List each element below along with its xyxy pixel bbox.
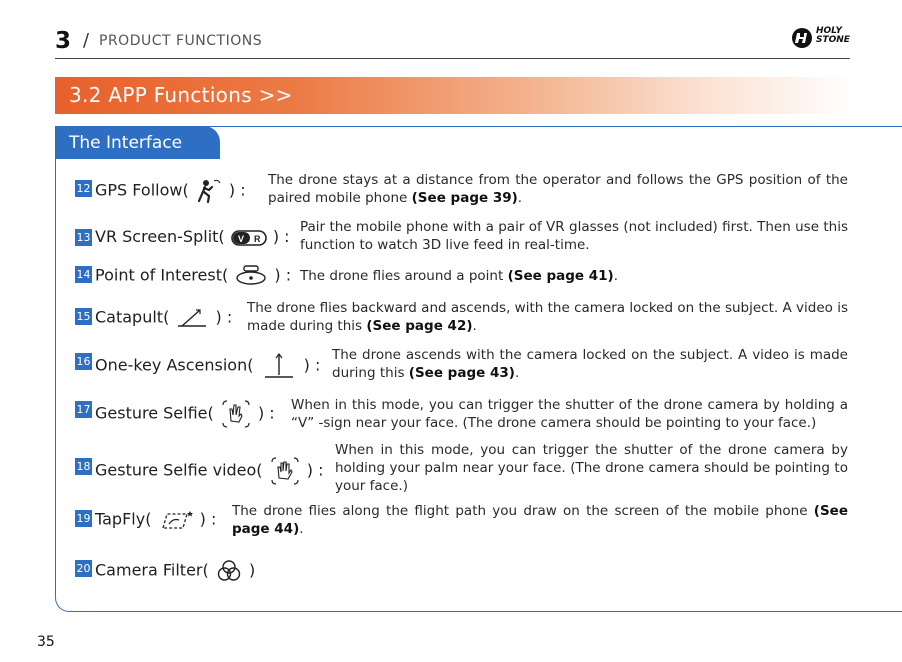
item-number-badge: 13	[76, 231, 91, 244]
item-description: When in this mode, you can trigger the shutter of the drone camera by holding your palm near your face. (The drone camera should be pointing to your face.)	[335, 442, 848, 494]
page-number: 35	[37, 634, 55, 650]
filter-icon	[214, 558, 244, 584]
vr-glasses-icon	[230, 228, 268, 248]
orbit-icon	[233, 264, 269, 288]
chapter-number: 3	[55, 28, 71, 54]
hand-palm-icon	[268, 456, 302, 486]
item-label-camera-filter: Camera Filter( )	[95, 558, 255, 584]
item-label-catapult: Catapult( ) :	[95, 306, 232, 330]
chapter-slash: /	[83, 30, 90, 51]
svg-text:V: V	[237, 233, 244, 244]
tapfly-icon	[157, 508, 195, 532]
item-number-badge: 16	[76, 355, 91, 368]
item-number-badge: 14	[76, 268, 91, 281]
item-description: When in this mode, you can trigger the shutter of the drone camera by holding a “V” -sign near your face. (The drone camera should be pointing to your face.)	[291, 397, 848, 431]
item-number-badge: 20	[76, 562, 91, 575]
item-number-badge: 19	[76, 512, 91, 525]
item-label-gesture-selfie-video: Gesture Selfie video( ) :	[95, 456, 323, 486]
catapult-icon	[174, 306, 210, 330]
page-header	[55, 26, 850, 54]
brand-logo	[790, 26, 850, 52]
item-label-vr-screen-split: VR Screen-Split( V R ) :	[95, 227, 290, 246]
ascension-icon	[259, 351, 299, 381]
item-number-badge: 18	[76, 460, 91, 473]
item-description: The drone flies backward and ascends, with the camera locked on the subject. A video is made during this (See page 42).	[247, 300, 848, 334]
item-description: The drone flies around a point (See page 41).	[300, 268, 619, 284]
item-description: The drone stays at a distance from the operator and follows the GPS position of the paired mobile phone (See page 39).	[268, 172, 848, 206]
item-label-gps-follow: GPS Follow( ) :	[95, 178, 246, 204]
item-number-badge: 12	[76, 182, 91, 195]
holystone-logo-icon	[790, 26, 814, 50]
item-label-one-key-ascension: One-key Ascension( ) :	[95, 351, 320, 381]
tab-title: The Interface	[69, 133, 183, 153]
item-label-tapfly: TapFly( ) :	[95, 508, 216, 532]
svg-text:R: R	[253, 233, 261, 244]
item-label-point-of-interest: Point of Interest( ) :	[95, 264, 291, 288]
item-description: Pair the mobile phone with a pair of VR glasses (not included) first. Then use this function to watch 3D live feed in real-time.	[300, 219, 848, 253]
item-number-badge: 17	[76, 403, 91, 416]
item-description: The drone flies along the flight path you draw on the screen of the mobile phone (See page 44).	[232, 503, 848, 537]
section-banner	[55, 77, 855, 114]
chapter-title: PRODUCT FUNCTIONS	[99, 33, 263, 49]
interface-tab	[55, 126, 220, 159]
person-follow-icon	[194, 178, 224, 204]
item-label-gesture-selfie: Gesture Selfie( ) :	[95, 399, 275, 429]
item-description: The drone ascends with the camera locked on the subject. A video is made during this (See page 43).	[332, 347, 848, 381]
section-title: 3.2 APP Functions >>	[69, 83, 293, 107]
item-number-badge: 15	[76, 310, 91, 323]
header-divider	[55, 58, 850, 59]
hand-v-icon	[219, 399, 253, 429]
brand-text: HOLY STONE	[816, 26, 850, 45]
